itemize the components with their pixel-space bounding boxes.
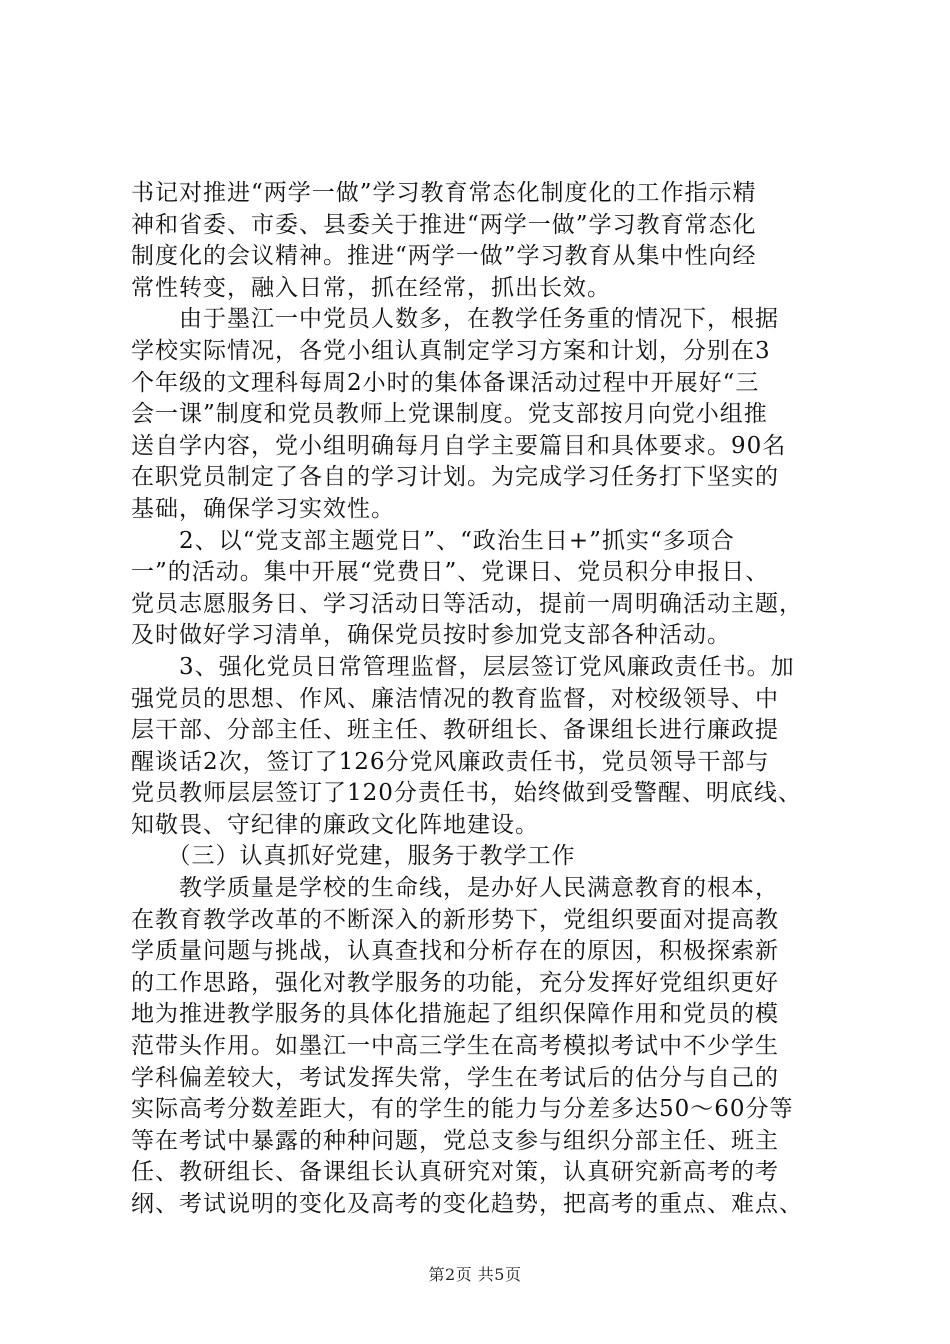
text-line: 任、教研组长、备课组长认真研究对策，认真研究新高考的考 bbox=[131, 1159, 779, 1186]
text-line: 由于墨江一中党员人数多，在教学任务重的情况下，根据 bbox=[131, 306, 779, 333]
document-body bbox=[131, 178, 831, 1221]
text-line: 的工作思路，强化对教学服务的功能，充分发挥好党组织更好 bbox=[131, 969, 779, 996]
text-line: 个年级的文理科每周2小时的集体备课活动过程中开展好“三 bbox=[131, 369, 760, 396]
page-footer: 第2页 共5页 bbox=[428, 1265, 522, 1284]
text-line: 等在考试中暴露的种种问题，党总支参与组织分部主任、班主 bbox=[131, 1127, 779, 1154]
text-line: 2、以“党支部主题党日”、“政治生日+”抓实“多项合 bbox=[131, 527, 735, 554]
text-line: 一”的活动。集中开展“党费日”、党课日、党员积分申报日、 bbox=[131, 559, 770, 586]
text-line: 层干部、分部主任、班主任、教研组长、备课组长进行廉政提 bbox=[131, 717, 779, 744]
text-line: 醒谈话2次，签订了126分党风廉政责任书，党员领导干部与 bbox=[131, 748, 770, 775]
text-line: 基础，确保学习实效性。 bbox=[131, 495, 395, 522]
text-line: 送自学内容，党小组明确每月自学主要篇目和具体要求。90名 bbox=[131, 432, 787, 459]
text-line: 纲、考试说明的变化及高考的变化趋势，把高考的重点、难点、 bbox=[131, 1191, 803, 1217]
text-line: 在职党员制定了各自的学习计划。为完成学习任务打下坚实的 bbox=[131, 464, 779, 491]
text-line: 党员教师层层签订了120分责任书，始终做到受警醒、明底线、 bbox=[131, 780, 802, 807]
section-heading: （三）认真抓好党建，服务于教学工作 bbox=[131, 843, 576, 870]
text-line: 3、强化党员日常管理监督，层层签订党风廉政责任书。加 bbox=[131, 653, 795, 680]
text-line: 学科偏差较大，考试发挥失常，学生在考试后的估分与自己的 bbox=[131, 1064, 779, 1091]
text-line: 神和省委、市委、县委关于推进“两学一做”学习教育常态化 bbox=[131, 211, 757, 238]
text-line: 在教育教学改革的不断深入的新形势下，党组织要面对提高教 bbox=[131, 906, 779, 933]
text-line: 实际高考分数差距大，有的学生的能力与分差多达50～60分等 bbox=[131, 1096, 794, 1123]
text-line: 制度化的会议精神。推进“两学一做”学习教育从集中性向经 bbox=[131, 243, 757, 270]
text-line: 常性转变，融入日常，抓在经常，抓出长效。 bbox=[131, 274, 611, 301]
text-line: 强党员的思想、作风、廉洁情况的教育监督，对校级领导、中 bbox=[131, 685, 779, 712]
text-line: 书记对推进“两学一做”学习教育常态化制度化的工作指示精 bbox=[131, 180, 757, 206]
text-line: 知敬畏、守纪律的廉政文化阵地建设。 bbox=[131, 811, 539, 838]
text-line: 及时做好学习清单，确保党员按时参加党支部各种活动。 bbox=[131, 622, 731, 649]
text-line: 地为推进教学服务的具体化措施起了组织保障作用和党员的模 bbox=[131, 1001, 779, 1028]
text-line: 会一课”制度和党员教师上党课制度。党支部按月向党小组推 bbox=[131, 401, 768, 428]
text-line: 教学质量是学校的生命线，是办好人民满意教育的根本， bbox=[131, 875, 779, 902]
text-line: 学质量问题与挑战，认真查找和分析存在的原因，积极探索新 bbox=[131, 938, 779, 965]
text-line: 学校实际情况，各党小组认真制定学习方案和计划，分别在3 bbox=[131, 337, 771, 364]
text-line: 范带头作用。如墨江一中高三学生在高考模拟考试中不少学生 bbox=[131, 1033, 779, 1060]
text-line: 党员志愿服务日、学习活动日等活动，提前一周明确活动主题， bbox=[131, 590, 803, 617]
